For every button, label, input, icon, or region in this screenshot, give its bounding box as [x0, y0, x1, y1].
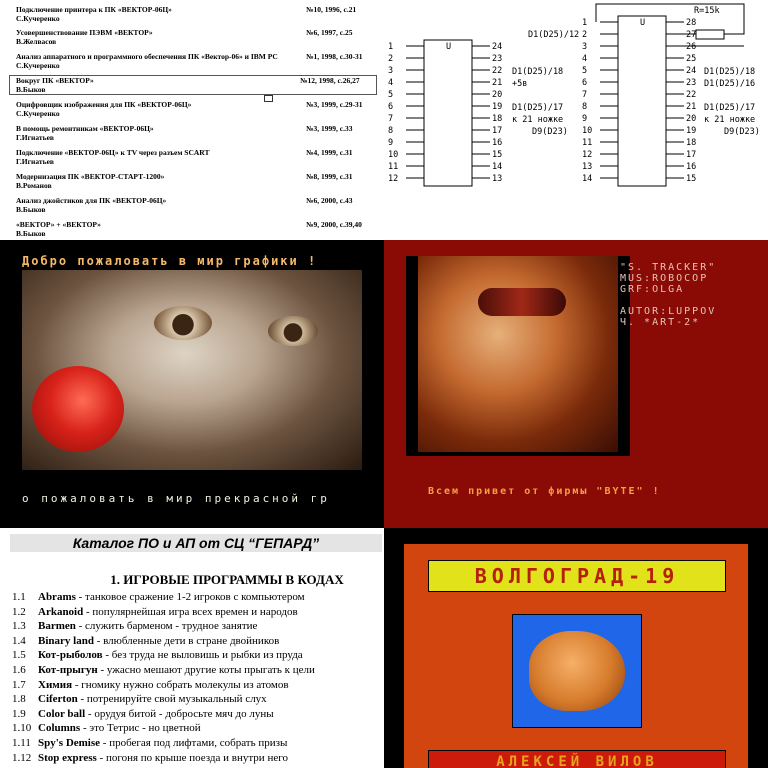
pin-number: 17 [686, 150, 697, 160]
right-chip-label: U [640, 18, 646, 28]
left-chip-body [424, 40, 472, 186]
pin-number: 22 [492, 66, 503, 76]
catalog-item-number: 1.8 [12, 693, 26, 706]
right-note-pin20: к 21 ножке [704, 115, 756, 125]
article-author: В.Быков [16, 229, 46, 238]
pin-number: 26 [686, 42, 697, 52]
graphics-welcome-panel [0, 240, 384, 528]
catalog-heading: 1. ИГРОВЫЕ ПРОГРАММЫ В КОДАХ [110, 572, 344, 587]
resistor [696, 30, 724, 39]
pin-number: 27 [686, 30, 697, 40]
article-entry [16, 124, 378, 142]
catalog-item [12, 736, 384, 751]
pin-number: 28 [686, 18, 697, 28]
tracker-panel [384, 240, 768, 528]
article-title: Усовершенствование ПЭВМ «ВЕКТОР» [16, 28, 153, 37]
article-title: Анализ джойстиков для ПК «ВЕКТОР-06Ц» [16, 196, 167, 205]
left-note-pin18: к 21 ножке [512, 115, 564, 125]
article-title: Подключение принтера к ПК «ВЕКТОР-06Ц» [16, 5, 172, 14]
pin-number: 1 [388, 42, 394, 52]
article-entry [16, 52, 378, 70]
pin-number: 17 [492, 126, 503, 136]
clown-picture [22, 270, 362, 470]
article-author: С.Кучеренко [16, 109, 60, 118]
catalog-item-name: Spy's Demise [38, 736, 101, 749]
catalog-item-number: 1.12 [12, 751, 32, 764]
right-note-pin19: D9(D23) [724, 127, 760, 137]
catalog-item-desc: - пробегая под лифтами, собрать призы [100, 736, 288, 749]
article-entry [16, 28, 378, 46]
catalog-item-desc: - потренируйте свой музыкальный слух [77, 693, 267, 706]
article-author: В.Быков [16, 205, 46, 214]
catalog-item-number: 1.10 [12, 722, 32, 735]
right-chip-body [618, 16, 666, 186]
article-ref: №12, 1998, с.26,27 [300, 76, 360, 85]
volgograd-title: ВОЛГОГРАД-19 [428, 560, 726, 592]
catalog-item-desc: - это Тетрис - но цветной [80, 722, 201, 735]
resistor-label: R=15k [694, 6, 720, 16]
pin-number: 3 [388, 66, 394, 76]
article-entry [16, 172, 378, 190]
pin-number: 8 [582, 102, 588, 112]
article-ref: №6, 1997, с.25 [306, 28, 353, 37]
article-title: В помощь ремонтникам «ВЕКТОР-06Ц» [16, 124, 154, 133]
pin-number: 6 [582, 78, 588, 88]
catalog-item-name: Кот-рыболов [38, 649, 103, 662]
article-ref: №3, 1999, с.33 [306, 124, 353, 133]
pin-number: 16 [492, 138, 503, 148]
article-author: С.Кучеренко [16, 14, 60, 23]
article-ref: №8, 1999, с.31 [306, 172, 353, 181]
catalog-item-desc: - погоня по крыше поезда и внутри него [96, 751, 288, 764]
catalog-item-name: Кот-прыгун [38, 663, 98, 676]
pin-number: 12 [582, 150, 593, 160]
left-note-pin19: D1(D25)/17 [512, 103, 564, 113]
pin-number: 25 [686, 54, 697, 64]
pin-number: 9 [388, 138, 394, 148]
pin-number: 3 [582, 42, 588, 52]
welcome-title: Добро пожаловать в мир графики ! [22, 254, 318, 268]
catalog-item-desc: - служить барменом - трудное занятие [75, 620, 258, 633]
pin-number: 23 [686, 78, 697, 88]
catalog-item-desc: - ужасно мешают другие коты прыгать к цели [97, 663, 315, 676]
article-title: «ВЕКТОР» + «ВЕКТОР» [16, 220, 101, 229]
catalog-title: Каталог ПО и АП от СЦ “ГЕПАРД” [10, 534, 382, 552]
pin-number: 15 [686, 174, 697, 184]
article-author: В.Желвасов [16, 37, 57, 46]
pin-number: 7 [582, 90, 588, 100]
pin-number: 14 [492, 162, 503, 172]
catalog-item-name: Arkanoid [38, 605, 84, 618]
article-author: В.Быков [16, 85, 46, 94]
pin-number: 10 [388, 150, 399, 160]
article-author: Г.Игнатьев [16, 133, 54, 142]
pin-number: 5 [582, 66, 588, 76]
tracker-info: "S. TRACKER" MUS:ROBOCOP GRF:OLGA AUTOR:LUPPOV Ч. *ART-2* [620, 262, 717, 328]
catalog-item-number: 1.11 [12, 736, 31, 749]
pin-number: 12 [388, 174, 399, 184]
catalog-item-name: Ciferton [38, 693, 78, 706]
pin-number: 2 [582, 30, 588, 40]
catalog-item-name: Химия [38, 678, 73, 691]
fist-picture [512, 614, 642, 728]
pin-number: 11 [388, 162, 399, 172]
portrait [418, 256, 618, 452]
pin-number: 24 [686, 66, 697, 76]
catalog-item-number: 1.5 [12, 649, 26, 662]
article-title: Оцифровщик изображения для ПК «ВЕКТОР-06Ц» [16, 100, 192, 109]
article-title: Подключение «ВЕКТОР-06Ц» к TV через разъем SCART [16, 148, 210, 157]
pin-number: 11 [582, 138, 593, 148]
tracker-greeting: Всем привет от фирмы "BYTE" ! [428, 486, 661, 497]
article-list-panel [0, 0, 384, 240]
pin-number: 6 [388, 102, 394, 112]
catalog-item-name: Columns [38, 722, 81, 735]
pin-number: 16 [686, 162, 697, 172]
fist [529, 631, 625, 711]
right-note-pin2: D1(D25)/12 [528, 30, 580, 40]
catalog-item [12, 678, 384, 693]
pin-number: 1 [582, 18, 588, 28]
catalog-item [12, 692, 384, 707]
right-note-pin24: D1(D25)/18 [704, 67, 756, 77]
catalog-item-desc: - влюбленные дети в стране двойников [93, 634, 280, 647]
article-ref: №9, 2000, с.39,40 [306, 220, 362, 229]
pin-number: 13 [492, 174, 503, 184]
article-entry [16, 5, 378, 23]
volgograd-author: АЛЕКСЕЙ ВИЛОВ [428, 750, 726, 768]
catalog-item-name: Abrams [38, 591, 76, 603]
pin-number: 2 [388, 54, 394, 64]
catalog-item-number: 1.3 [12, 620, 26, 633]
catalog-item-name: Stop express [38, 751, 97, 764]
catalog-item [12, 619, 384, 634]
article-ref: №4, 1999, с.31 [306, 148, 353, 157]
article-author: Г.Игнатьев [16, 157, 54, 166]
article-entry [16, 196, 378, 214]
left-note-pin21: +5в [512, 79, 528, 89]
right-note-pin23: D1(D25)/16 [704, 79, 756, 89]
pin-number: 14 [582, 174, 593, 184]
pin-number: 5 [388, 90, 394, 100]
catalog-item-number: 1.2 [12, 605, 26, 618]
schematic-panel [384, 0, 768, 240]
catalog-item [12, 590, 384, 605]
article-title: Модернизация ПК «ВЕКТОР-СТАРТ-1200» [16, 172, 165, 181]
article-entry[interactable] [10, 76, 376, 94]
article-author: С.Кучеренко [16, 61, 60, 70]
pin-number: 24 [492, 42, 503, 52]
tracker-picture [406, 256, 630, 456]
pin-number: 8 [388, 126, 394, 136]
catalog-panel [0, 528, 384, 768]
catalog-item [12, 707, 384, 722]
left-note-pin22: D1(D25)/18 [512, 67, 564, 77]
catalog-item-desc: - орудуя битой - добросьте мяч до луны [85, 707, 274, 720]
article-ref: №10, 1996, с.21 [306, 5, 357, 14]
catalog-item-number: 1.9 [12, 707, 26, 720]
pin-number: 13 [582, 162, 593, 172]
article-title: Анализ аппаратного и программного обеспечения ПК «Вектор-06» и IBM PC [16, 52, 278, 61]
catalog-item-number: 1.4 [12, 634, 26, 647]
pin-number: 23 [492, 54, 503, 64]
left-note-pin18b: D9(D23) [532, 127, 568, 137]
article-ref: №1, 1998, с.30-31 [306, 52, 363, 61]
pin-number: 19 [686, 126, 697, 136]
volgograd-screen [404, 544, 748, 768]
pin-number: 9 [582, 114, 588, 124]
pin-number: 7 [388, 114, 394, 124]
pin-number: 15 [492, 150, 503, 160]
catalog-item-name: Barmen [38, 620, 76, 633]
clown-eye-right [268, 316, 318, 346]
article-entry [16, 148, 378, 166]
welcome-scroller: о пожаловать в мир прекрасной гр [22, 492, 330, 505]
left-chip-label: U [446, 42, 452, 52]
pin-number: 21 [492, 78, 503, 88]
catalog-item [12, 663, 384, 678]
catalog-item-desc: - танковое сражение 1-2 игроков с компьютером [75, 591, 305, 603]
catalog-item [12, 648, 384, 663]
volgograd-panel [384, 528, 768, 768]
article-author: В.Романов [16, 181, 52, 190]
catalog-item-desc: - популярнейшая игра всех времен и народов [83, 605, 298, 618]
catalog-item-number: 1.7 [12, 678, 26, 691]
catalog-list [12, 590, 384, 765]
catalog-item-desc: - без труда не выловишь и рыбки из пруда [102, 649, 303, 662]
article-title: Вокруг ПК «ВЕКТОР» [16, 76, 94, 85]
catalog-item-number: 1.6 [12, 663, 26, 676]
catalog-item-name: Binary land [38, 634, 94, 647]
catalog-item [12, 721, 384, 736]
pin-number: 20 [492, 90, 503, 100]
selection-marker [264, 95, 273, 102]
catalog-item-name: Color ball [38, 707, 86, 720]
catalog-item [12, 634, 384, 649]
schematic-diagram [384, 0, 768, 240]
clown-nose [32, 366, 124, 452]
sunglasses [478, 288, 566, 316]
catalog-item [12, 605, 384, 620]
right-note-pin21: D1(D25)/17 [704, 103, 756, 113]
catalog-item [12, 751, 384, 766]
catalog-item-desc: - гномику нужно собрать молекулы из атомов [72, 678, 289, 691]
pin-number: 4 [582, 54, 588, 64]
article-entry [16, 100, 378, 118]
pin-number: 22 [686, 90, 697, 100]
pin-number: 18 [492, 114, 503, 124]
catalog-item-number: 1.1 [12, 591, 26, 603]
pin-number: 18 [686, 138, 697, 148]
article-entry [16, 220, 378, 238]
pin-number: 20 [686, 114, 697, 124]
article-ref: №6, 2000, с.43 [306, 196, 353, 205]
pin-number: 21 [686, 102, 697, 112]
clown-eye-left [154, 306, 212, 340]
article-ref: №3, 1999, с.29-31 [306, 100, 363, 109]
pin-number: 19 [492, 102, 503, 112]
pin-number: 10 [582, 126, 593, 136]
pin-number: 4 [388, 78, 394, 88]
